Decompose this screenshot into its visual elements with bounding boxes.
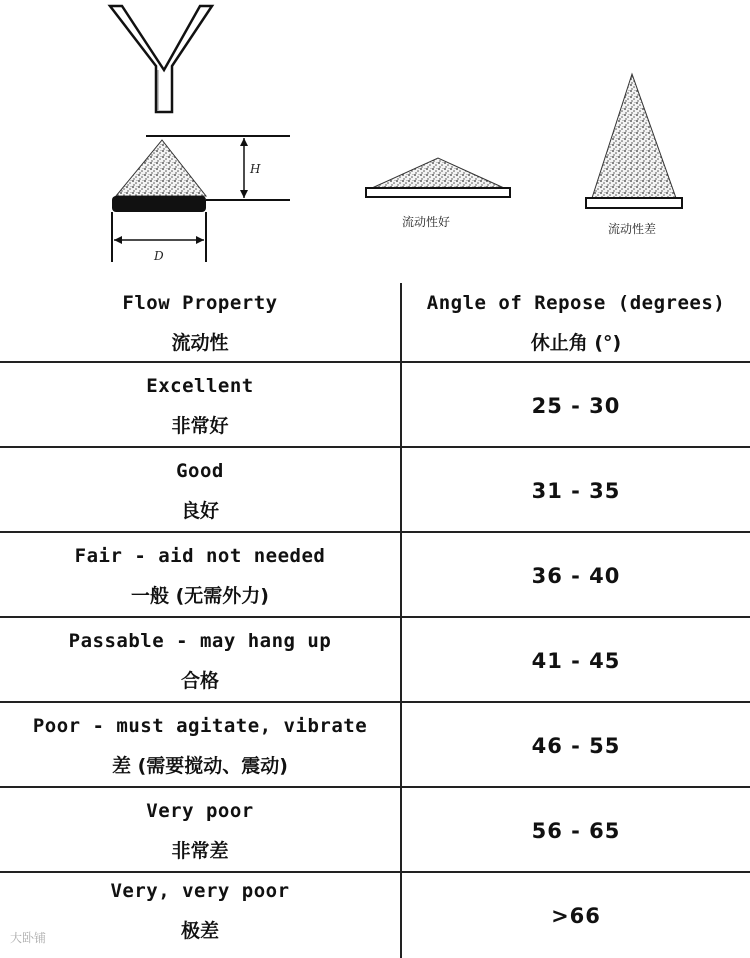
caption-good-flow: 流动性好 bbox=[402, 215, 451, 229]
angle-range: 36 - 40 bbox=[531, 563, 621, 588]
header-flow-property-en: Flow Property bbox=[122, 292, 278, 314]
flow-property-zh: 良好 bbox=[180, 499, 219, 522]
flow-property-zh: 极差 bbox=[180, 920, 219, 942]
flow-property-cell bbox=[0, 873, 402, 958]
table-header-row bbox=[0, 283, 750, 363]
flow-property-zh: 非常差 bbox=[171, 839, 229, 862]
table-row bbox=[0, 533, 750, 618]
flow-property-en: Fair - aid not needed bbox=[74, 544, 326, 567]
watermark: 大卧铺 bbox=[10, 931, 47, 945]
header-flow-property bbox=[0, 283, 402, 363]
angle-cell bbox=[402, 363, 750, 448]
table-row bbox=[0, 788, 750, 873]
diameter-label: D bbox=[154, 249, 164, 263]
angle-range: 46 - 55 bbox=[531, 733, 621, 758]
flat-heap-good-flow bbox=[366, 158, 510, 197]
tall-heap-poor-flow bbox=[586, 74, 682, 208]
header-angle-en: Angle of Repose (degrees) bbox=[426, 292, 726, 314]
flow-property-zh: 差 (需要搅动、震动) bbox=[112, 754, 288, 777]
flow-property-cell bbox=[0, 618, 402, 703]
angle-range: 25 - 30 bbox=[531, 393, 621, 418]
header-flow-property-zh: 流动性 bbox=[171, 332, 229, 354]
angle-range: 31 - 35 bbox=[531, 478, 621, 503]
flow-property-cell bbox=[0, 363, 402, 448]
height-label: H bbox=[250, 162, 261, 176]
angle-cell bbox=[402, 533, 750, 618]
flow-property-en: Passable - may hang up bbox=[68, 629, 332, 652]
table-row bbox=[0, 448, 750, 533]
table-row bbox=[0, 703, 750, 788]
angle-cell bbox=[402, 618, 750, 703]
flow-property-zh: 非常好 bbox=[171, 414, 229, 437]
table-row bbox=[0, 363, 750, 448]
funnel bbox=[110, 6, 212, 112]
header-angle-zh: 休止角 (°) bbox=[530, 332, 622, 354]
table-row bbox=[0, 618, 750, 703]
flow-property-cell bbox=[0, 448, 402, 533]
measured-heap bbox=[112, 136, 290, 262]
flow-property-en: Very poor bbox=[146, 799, 254, 822]
angle-cell bbox=[402, 873, 750, 958]
angle-cell bbox=[402, 703, 750, 788]
caption-poor-flow: 流动性差 bbox=[608, 222, 657, 236]
header-angle bbox=[402, 283, 750, 363]
flow-property-cell bbox=[0, 788, 402, 873]
flow-property-zh: 一般 (无需外力) bbox=[131, 584, 269, 607]
angle-of-repose-diagram bbox=[0, 0, 750, 270]
flow-property-cell bbox=[0, 533, 402, 618]
angle-range: 56 - 65 bbox=[531, 818, 621, 843]
angle-range: >66 bbox=[551, 903, 601, 928]
angle-cell bbox=[402, 788, 750, 873]
flow-property-zh: 合格 bbox=[180, 669, 219, 692]
flow-property-en: Poor - must agitate, vibrate bbox=[32, 714, 368, 737]
flow-property-cell bbox=[0, 703, 402, 788]
flow-property-en: Good bbox=[176, 459, 224, 482]
angle-cell bbox=[402, 448, 750, 533]
table-row bbox=[0, 873, 750, 958]
flow-property-en: Excellent bbox=[146, 374, 254, 397]
flow-property-en: Very, very poor bbox=[110, 880, 290, 902]
angle-range: 41 - 45 bbox=[531, 648, 621, 673]
flow-property-table bbox=[0, 283, 750, 958]
